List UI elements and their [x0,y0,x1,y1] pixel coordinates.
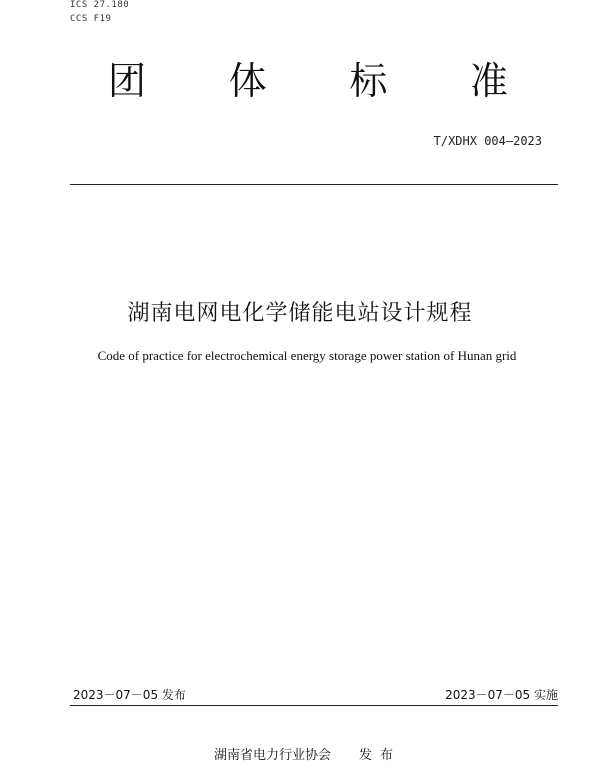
ccs-code: CCS F19 [70,14,112,24]
standard-type-heading [108,56,508,106]
standard-type-char: 体 [228,59,267,103]
bottom-divider [70,705,558,706]
publisher-line [214,744,401,763]
english-title: Code of practice for electrochemical energy storage power station of Hunan grid [97,348,517,363]
standard-type-char: 准 [469,59,508,103]
top-divider [70,184,558,185]
standard-type-char: 团 [108,59,147,103]
publisher-organization: 湖南省电力行业协会 [214,748,332,763]
publisher-action: 发布 [359,748,402,763]
standard-type-char: 标 [349,59,388,103]
implementation-date: 2023－07－05 实施 [445,688,558,702]
chinese-title: 湖南电网电化学储能电站设计规程 [127,301,473,326]
issue-date: 2023－07－05 发布 [73,688,186,702]
standard-number: T/XDHX 004—2023 [433,134,542,148]
ics-code: ICS 27.180 [70,0,130,10]
